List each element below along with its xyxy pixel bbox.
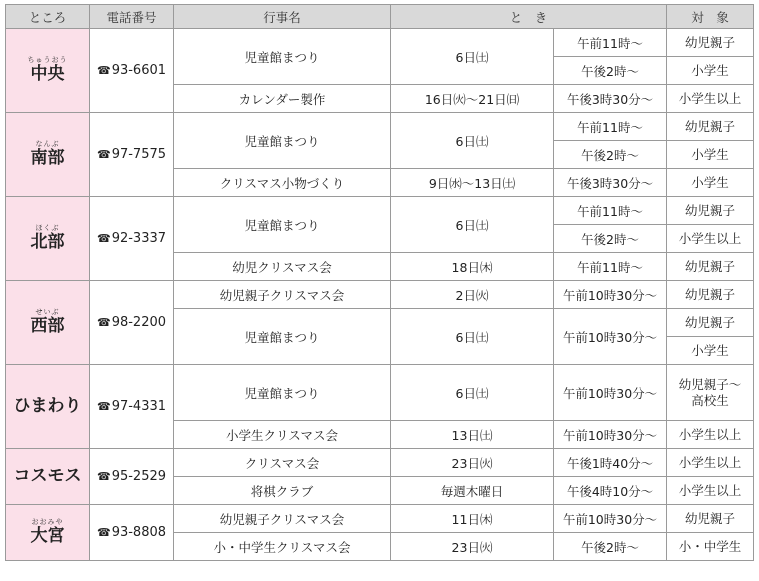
- event-date: 16日㈫～21日㈰: [391, 85, 554, 113]
- event-name: 児童館まつり: [174, 29, 391, 85]
- header-target: 対 象: [667, 5, 754, 29]
- place-ruby: なんぶ: [35, 140, 60, 149]
- table-row: [6, 197, 754, 225]
- place-name: 北部: [30, 232, 65, 253]
- place-ruby: ほくぶ: [35, 224, 60, 233]
- event-date: 6日㈯: [391, 309, 554, 365]
- phone-cell: [90, 505, 174, 561]
- event-name: カレンダー製作: [174, 85, 391, 113]
- event-name: 児童館まつり: [174, 113, 391, 169]
- phone-cell: [90, 365, 174, 449]
- event-date: 6日㈯: [391, 365, 554, 421]
- event-time: 午前11時～: [554, 253, 667, 281]
- phone-cell: [90, 113, 174, 197]
- event-target: 小学生以上: [667, 449, 754, 477]
- phone-icon: ☎: [96, 64, 111, 77]
- phone-icon: ☎: [96, 148, 111, 161]
- event-target: 幼児親子: [667, 197, 754, 225]
- event-name: 児童館まつり: [174, 365, 391, 421]
- event-date: 23日㈫: [391, 449, 554, 477]
- event-name: クリスマス会: [174, 449, 391, 477]
- place-cell: [6, 449, 90, 505]
- phone-cell: [90, 197, 174, 281]
- header-phone: 電話番号: [90, 5, 174, 29]
- table-row: [6, 449, 754, 477]
- event-time: 午後2時～: [554, 533, 667, 561]
- place-cell: [6, 281, 90, 365]
- event-date: 6日㈯: [391, 113, 554, 169]
- event-time: 午前11時～: [554, 113, 667, 141]
- place-ruby: ちゅうおう: [27, 56, 68, 65]
- phone-cell: [90, 281, 174, 365]
- event-time: 午後2時～: [554, 141, 667, 169]
- phone-icon: ☎: [96, 470, 111, 483]
- table-row: [6, 29, 754, 57]
- event-date: 6日㈯: [391, 197, 554, 253]
- event-target: 幼児親子: [667, 505, 754, 533]
- table-row: [6, 281, 754, 309]
- event-time: 午後2時～: [554, 57, 667, 85]
- phone-number: 92-3337: [111, 231, 167, 246]
- event-time: 午前11時～: [554, 197, 667, 225]
- phone-icon: ☎: [96, 316, 111, 329]
- phone-icon: ☎: [96, 526, 111, 539]
- event-time: 午前11時～: [554, 29, 667, 57]
- event-name: 幼児親子クリスマス会: [174, 281, 391, 309]
- event-target: 幼児親子: [667, 253, 754, 281]
- event-target: 幼児親子: [667, 281, 754, 309]
- event-time: 午前10時30分～: [554, 505, 667, 533]
- table-row: [6, 365, 754, 421]
- phone-number: 97-7575: [111, 147, 167, 162]
- header-event: 行事名: [174, 5, 391, 29]
- event-date: 6日㈯: [391, 29, 554, 85]
- phone-number: 98-2200: [111, 315, 167, 330]
- event-target: 幼児親子: [667, 309, 754, 337]
- event-time: 午後3時30分～: [554, 169, 667, 197]
- place-cell: [6, 29, 90, 113]
- event-date: 9日㈬～13日㈯: [391, 169, 554, 197]
- place-name: 西部: [30, 316, 65, 337]
- event-date: 23日㈫: [391, 533, 554, 561]
- event-time: 午後2時～: [554, 225, 667, 253]
- place-name: コスモス: [13, 466, 82, 487]
- event-target: 小学生以上: [667, 421, 754, 449]
- event-date: 18日㈭: [391, 253, 554, 281]
- event-name: 小学生クリスマス会: [174, 421, 391, 449]
- place-name: ひまわり: [13, 396, 82, 417]
- event-target: 小学生: [667, 57, 754, 85]
- phone-cell: [90, 29, 174, 113]
- event-time: 午前10時30分～: [554, 309, 667, 365]
- header-when: と き: [391, 5, 667, 29]
- event-time: 午前10時30分～: [554, 281, 667, 309]
- table-row: [6, 505, 754, 533]
- event-name: 幼児クリスマス会: [174, 253, 391, 281]
- place-cell: [6, 113, 90, 197]
- event-target: 小学生: [667, 337, 754, 365]
- phone-number: 95-2529: [111, 469, 167, 484]
- event-name: 将棋クラブ: [174, 477, 391, 505]
- event-target: 小学生以上: [667, 85, 754, 113]
- place-cell: [6, 197, 90, 281]
- event-name: 小・中学生クリスマス会: [174, 533, 391, 561]
- phone-cell: [90, 449, 174, 505]
- event-target: 幼児親子: [667, 29, 754, 57]
- event-time: 午後1時40分～: [554, 449, 667, 477]
- event-schedule-table: [5, 4, 754, 561]
- phone-number: 93-8808: [111, 525, 167, 540]
- place-name: 大宮: [30, 526, 65, 547]
- place-name: 中央: [30, 64, 65, 85]
- place-cell: [6, 365, 90, 449]
- event-date: 毎週木曜日: [391, 477, 554, 505]
- table-row: [6, 113, 754, 141]
- phone-number: 97-4331: [111, 399, 167, 414]
- place-name: 南部: [30, 148, 65, 169]
- event-date: 11日㈭: [391, 505, 554, 533]
- event-target: 小学生以上: [667, 477, 754, 505]
- event-name: 児童館まつり: [174, 309, 391, 365]
- event-target: 小学生: [667, 141, 754, 169]
- event-target: 小学生: [667, 169, 754, 197]
- place-ruby: おおみや: [31, 518, 64, 527]
- event-time: 午後4時10分～: [554, 477, 667, 505]
- place-cell: [6, 505, 90, 561]
- phone-number: 93-6601: [111, 63, 167, 78]
- event-target: 幼児親子～ 高校生: [667, 365, 754, 421]
- phone-icon: ☎: [96, 232, 111, 245]
- event-name: クリスマス小物づくり: [174, 169, 391, 197]
- header-row: [6, 5, 754, 29]
- phone-icon: ☎: [96, 400, 111, 413]
- event-name: 幼児親子クリスマス会: [174, 505, 391, 533]
- table-body: [6, 29, 754, 561]
- event-time: 午後3時30分～: [554, 85, 667, 113]
- event-time: 午前10時30分～: [554, 365, 667, 421]
- place-ruby: せいぶ: [35, 308, 60, 317]
- event-time: 午前10時30分～: [554, 421, 667, 449]
- event-date: 13日㈯: [391, 421, 554, 449]
- event-target: 小・中学生: [667, 533, 754, 561]
- event-date: 2日㈫: [391, 281, 554, 309]
- event-name: 児童館まつり: [174, 197, 391, 253]
- header-place: ところ: [6, 5, 90, 29]
- event-target: 幼児親子: [667, 113, 754, 141]
- event-target: 小学生以上: [667, 225, 754, 253]
